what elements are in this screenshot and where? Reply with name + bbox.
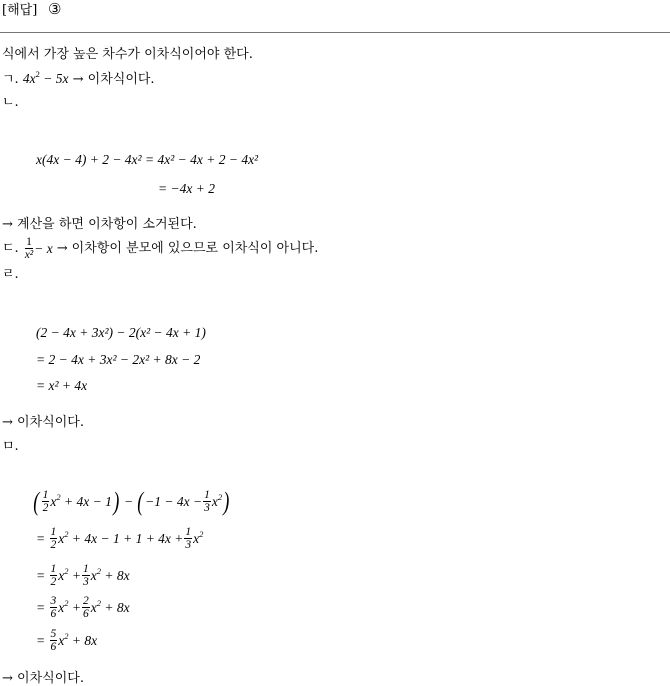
item-d-frac-num: 1 bbox=[26, 236, 32, 248]
item-d-expr-tail: − x bbox=[34, 240, 53, 256]
item-n-line2: = −4x + 2 bbox=[158, 181, 215, 196]
item-m-line3: = $\frac{1}{2}$ $x^2$ + $\frac{1}{3}$ $x^2 + 8x$ bbox=[36, 563, 130, 588]
item-r-result: → 이차식이다. bbox=[2, 415, 84, 430]
item-r-line3: = x² + 4x bbox=[36, 378, 88, 393]
item-m-result: → 이차식이다. bbox=[2, 671, 84, 686]
item-d bbox=[2, 236, 318, 261]
answer-label: [해답] bbox=[2, 3, 38, 18]
item-r-line1: (2 − 4x + 3x²) − 2(x² − 4x + 1) bbox=[36, 325, 206, 340]
item-m-line2: = $\frac{1}{2}$ $x^2 + 4x - 1 + 1 + 4x$ + $\frac{1}{3}$ $x^2$ bbox=[36, 526, 204, 551]
item-d-fraction bbox=[25, 236, 34, 261]
item-g-arrow: → bbox=[72, 72, 84, 87]
item-m-marker: ㅁ. bbox=[2, 439, 19, 454]
intro-text: 식에서 가장 높은 차수가 이차식이어야 한다. bbox=[2, 47, 253, 62]
item-n-marker: ㄴ. bbox=[2, 95, 19, 110]
item-m-line1: ( $\frac{1}{2}$ $x^2 + 4x - 1$ ) − ( −1 − 4x − $\frac{1}{3}$ $x^2$ ) bbox=[33, 486, 230, 516]
item-g bbox=[2, 69, 155, 87]
item-m-line5: = $\frac{5}{6}$ $x^2 + 8x$ bbox=[36, 628, 98, 653]
item-g-marker: ㄱ. bbox=[2, 72, 19, 87]
item-d-result: 이차항이 분모에 있으므로 이차식이 아니다. bbox=[71, 241, 319, 256]
item-n-line1: x(4x − 4) + 2 − 4x² = 4x² − 4x + 2 − 4x² bbox=[36, 152, 259, 167]
item-r-marker: ㄹ. bbox=[2, 267, 19, 282]
divider bbox=[0, 32, 670, 33]
item-d-frac-den: x² bbox=[24, 249, 34, 261]
answer-number: ③ bbox=[48, 0, 62, 18]
item-g-result: 이차식이다. bbox=[87, 72, 155, 87]
item-r-line2: = 2 − 4x + 3x² − 2x² + 8x − 2 bbox=[36, 352, 201, 367]
item-d-arrow: → bbox=[56, 241, 68, 256]
item-d-marker: ㄷ. bbox=[2, 241, 19, 256]
item-n-result: → 계산을 하면 이차항이 소거된다. bbox=[2, 217, 197, 232]
item-m-line4: = $\frac{3}{6}$ $x^2$ + $\frac{2}{6}$ $x^2 + 8x$ bbox=[36, 595, 130, 620]
item-g-expression: $4x^2 - 5x$ bbox=[22, 69, 69, 86]
